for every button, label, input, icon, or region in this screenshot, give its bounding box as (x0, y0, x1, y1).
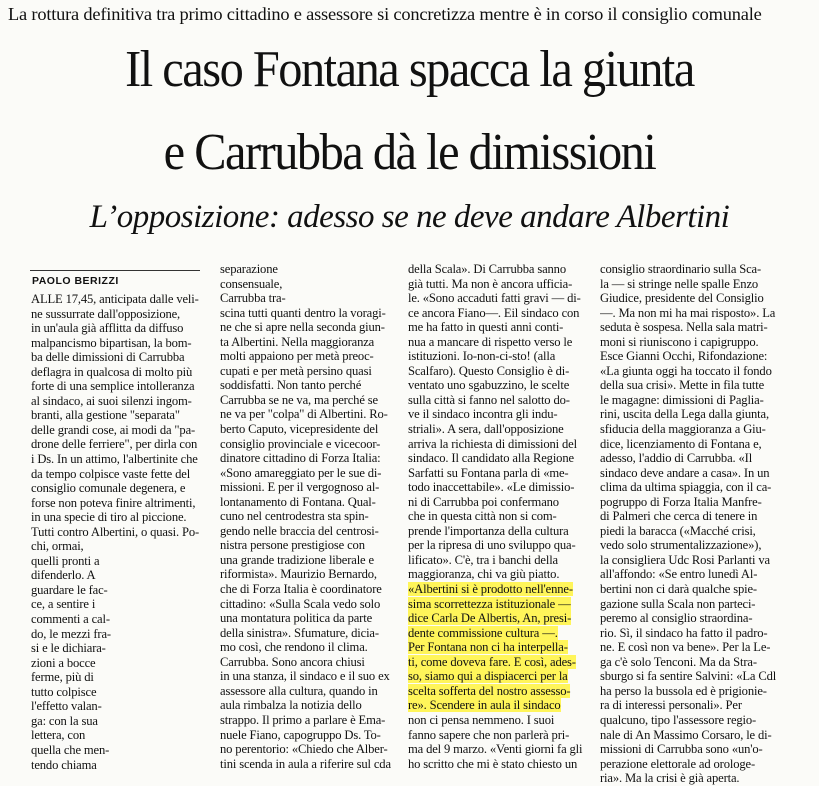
article-line: nuele Fiano, capogruppo Ds. To- (220, 727, 381, 742)
article-line: peremo al consiglio straordina- (600, 611, 753, 626)
article-line: soddisfatti. Non tanto perché (220, 378, 362, 393)
article-line: all'affondo: «Se entro lunedì Al- (600, 567, 758, 582)
article-line: Carrubba. Sono ancora chiusi (220, 654, 365, 669)
article-line: sima scorrettezza istituzionale — (408, 596, 571, 611)
article-line: «Sono amareggiato per le sue di- (220, 465, 382, 480)
article-line: di Palmeri che cerca di tenere in (600, 509, 758, 524)
article-line: i Ds. In un attimo, l'albertinite che (31, 452, 198, 467)
article-line: sindaco. Il candidato alla Regione (408, 451, 574, 466)
article-line: perazione elettorale ad orologe- (600, 756, 755, 771)
article-line: prende l'importanza della cultura (408, 523, 569, 538)
article-line: cuno nel centrodestra sta spin- (220, 509, 369, 524)
byline-rule (30, 270, 200, 271)
article-line: quella che men- (31, 742, 110, 757)
article-line: dice Carla De Albertis, An, presi- (408, 611, 572, 626)
article-line: consensuale, (220, 276, 283, 291)
article-line: branti, alla gestione "separata" (31, 408, 180, 423)
article-line: in una stanza, il sindaco e il suo ex (220, 669, 390, 684)
article-line: Giudice, presidente del Consiglio (600, 291, 764, 306)
article-line: qualcuno, tipo l'assessore regio- (600, 712, 757, 727)
article-line: adesso, l'addio di Carrubba. «Il (600, 451, 753, 466)
article-line: berto Caputo, vicepresidente del (220, 422, 379, 437)
article-line: moni si riuniscono i capigruppo. (600, 334, 759, 349)
article-line: drone delle ferriere", per dirla con (31, 437, 198, 452)
article-line: ria». Ma la crisi è già aperta. (600, 771, 740, 786)
article-line: forte di una semplice intolleranza (31, 379, 195, 394)
article-line: difenderlo. A (31, 568, 96, 583)
article-line: mo così, che rendono il clima. (220, 640, 368, 655)
article-line: ha perso la bussola ed è prigionie- (600, 683, 767, 698)
article-line: zioni a bocce (31, 655, 96, 670)
article-line: Carrubba se ne va, ma perché se (220, 392, 378, 407)
article-line: ne va per "colpa" di Albertini. Ro- (220, 407, 388, 422)
article-line: piedi la baracca («Macché crisi, (600, 523, 756, 538)
article-line: sfiducia della maggioranza a Giu- (600, 422, 766, 437)
article-line: aula rimbalza la notizia dello (220, 698, 362, 713)
article-line: una montatura politica da parte (220, 611, 373, 626)
article-line: consiglio comunale degenera, e (31, 481, 186, 496)
article-line: seduta è sospesa. Nella sala matri- (600, 320, 768, 335)
article-line: ve il sindaco incontra gli indu- (408, 407, 558, 422)
article-line: ne. E così non va bene». Per la Le- (600, 640, 771, 655)
article-line: lificato». C'è, tra i banchi della (408, 552, 558, 567)
article-line: assessore alla cultura, quando in (220, 683, 378, 698)
article-line: le. «Sono accaduti fatti gravi — di- (408, 291, 581, 306)
article-line: striali». A sera, dall'opposizione (408, 422, 564, 437)
article-line: la — si stringe nelle spalle Enzo (600, 276, 759, 291)
article-line: della sinistra». Sfumature, dicia- (220, 625, 379, 640)
article-line: rio. Sì, il sindaco ha fatto il padro- (600, 625, 768, 640)
article-line: istituzioni. Io-non-ci-sto! (alla (408, 349, 556, 364)
article-line: do, le mezzi fra- (31, 626, 111, 641)
article-line: ma del 9 marzo. «Venti giorni fa gli (408, 742, 583, 757)
article-line: già tutti. Ma non è ancora ufficia- (408, 276, 573, 291)
article-line: dice, licenziamento di Fontana e, (600, 436, 762, 451)
article-line: una grande tradizione liberale e (220, 552, 374, 567)
article-line: sulla città si fanno nel salotto do- (408, 392, 570, 407)
article-line: bertini non ci darà qualche spie- (600, 582, 757, 597)
article-line: tini scenda in aula a riferire sul cda (220, 756, 391, 771)
subheadline: L’opposizione: adesso se ne deve andare Albertini (89, 199, 730, 235)
article-line: ba delle dimissioni di Carrubba (31, 350, 185, 365)
article-line: in una specie di tiro al piccione. (31, 510, 187, 525)
headline-line-2: e Carrubba dà le dimissioni (163, 124, 656, 181)
article-line: ni di Carrubba poi confermano (408, 494, 559, 509)
article-line: cittadino: «Sulla Scala vedo solo (220, 596, 381, 611)
article-line: «La giunta oggi ha toccato il fondo (600, 363, 772, 378)
article-line: vedo solo strumentalizzazione»), (600, 538, 762, 553)
article-line: separazione (220, 262, 278, 276)
article-line: gendo nelle braccia del centrosi- (220, 523, 379, 538)
article-line: forse non poteva finire altrimenti, (31, 495, 196, 510)
article-line: «Albertini si è prodotto nell'enne- (408, 582, 573, 597)
article-line: consiglio straordinario sulla Sca- (600, 262, 762, 276)
article-line: ce, a sentire i (31, 597, 96, 612)
article-line: Scalfaro). Questo Consiglio è di- (408, 363, 570, 378)
article-line: la consigliera Udc Rosi Parlanti va (600, 552, 770, 567)
article-line: nua a mancare di rispetto verso le (408, 334, 573, 349)
article-line: ga c'è solo Tenconi. Ma da Stra- (600, 654, 757, 669)
article-line: cupati e per metà persino quasi (220, 363, 372, 378)
headline-line-1: Il caso Fontana spacca la giunta (125, 41, 694, 98)
article-line: maggioranza, chi va giù piatto. (408, 567, 560, 582)
article-line: so, siamo qui a dispiacerci per la (408, 669, 568, 684)
article-line: quelli pronti a (31, 553, 100, 568)
article-line: strappo. Il primo a parlare è Ema- (220, 712, 386, 727)
article-line: sindaco deve andare a casa». In un (600, 465, 770, 480)
article-line: missioni di Carrubba sono «un'o- (600, 742, 763, 757)
article-line: Carrubba tra- (220, 291, 286, 306)
article-line: tendo chiama (31, 757, 97, 772)
article-line: ga: con la sua (31, 713, 98, 728)
article-line: ti, come doveva fare. E così, ades- (408, 654, 576, 669)
article-line: missioni. E per il vergognoso al- (220, 480, 380, 495)
article-line: della sua crisi». Mette in fila tutte (600, 378, 765, 393)
article-line: tutto colpisce (31, 684, 97, 699)
article-line: chi, ormai, (31, 539, 84, 554)
article-line: che in questa città non si com- (408, 509, 557, 524)
article-line: Per Fontana non ci ha interpella- (408, 640, 568, 655)
article-column-3 (408, 262, 586, 771)
article-line: arriva la richiesta di dimissioni del (408, 436, 577, 451)
article-line: al sindaco, ai suoi silenzi ingom- (31, 393, 192, 408)
article-line: rini, uscita della Lega dalla giunta, (600, 407, 769, 422)
article-line: nale di An Massimo Corsaro, le di- (600, 727, 772, 742)
article-line: consiglio provinciale e vicecoor- (220, 436, 381, 451)
article-line: clima da ultima spiaggia, con il ca- (600, 480, 772, 495)
article-column-4 (600, 262, 778, 786)
article-line: ne che si apre nella seconda giun- (220, 320, 385, 335)
article-line: ALLE 17,45, anticipata dalle veli- (31, 292, 199, 306)
article-line: ra di interessi personali». Per (600, 698, 742, 713)
article-line: scelta sofferta del nostro assesso- (408, 683, 571, 698)
article-line: Tutti contro Albertini, o quasi. Po- (31, 524, 200, 539)
article-line: non ci pensa nemmeno. I suoi (408, 712, 555, 727)
article-line: Sarfatti su Fontana parla di «me- (408, 465, 569, 480)
article-line: Esce Gianni Occhi, Rifondazione: (600, 349, 768, 364)
article-line: le magagne: dimissioni di Paglia- (600, 392, 764, 407)
article-line: re». Scendere in aula il sindaco (408, 698, 561, 713)
article-line: guardare le fac- (31, 582, 108, 597)
article-line: ventato uno sgabuzzino, le scelte (408, 378, 570, 393)
article-line: commenti a cal- (31, 612, 110, 627)
article-line: ferme, più di (31, 670, 94, 685)
article-line: per la ripresa di uno sviluppo qua- (408, 538, 576, 553)
article-line: pogruppo di Forza Italia Manfre- (600, 494, 762, 509)
article-line: no perentorio: «Chiedo che Alber- (220, 742, 388, 757)
article-line: della Scala». Di Carrubba sanno (408, 262, 566, 276)
article-line: lettera, con (31, 728, 86, 743)
article-line: —. Ma non mi ha mai risposto». La (600, 305, 776, 320)
kicker: La rottura definitiva tra primo cittadino e assessore si concretizza mentre è in corso il consiglio comunale (8, 4, 762, 24)
article-line: ho scritto che mi è stato chiesto un (408, 756, 578, 771)
article-line: deflagra in qualcosa di molto più (31, 364, 193, 379)
article-line: fanno sapere che non parlerà pri- (408, 727, 570, 742)
article-line: todo inaccettabile». «Le dimissio- (408, 480, 575, 495)
article-line: lontanamento di Fontana. Qual- (220, 494, 376, 509)
article-line: che di Forza Italia è coordinatore (220, 582, 382, 597)
article-line: sburgo si fa sentire Salvini: «La Cdl (600, 669, 777, 684)
article-line: ce ancora Fiano—. Eil sindaco con (408, 305, 580, 320)
article-line: ta Albertini. Nella maggioranza (220, 334, 375, 349)
article-line: me ha fatto in questi anni conti- (408, 320, 564, 335)
article-line: dente commissione cultura —. (408, 625, 558, 640)
article-line: dinatore cittadino di Forza Italia: (220, 451, 381, 466)
article-line: scina tutti quanti dentro la voragi- (220, 305, 386, 320)
article-line: nistra persone prestigiose con (220, 538, 365, 553)
byline: PAOLO BERIZZI (32, 275, 119, 287)
article-line: delle grandi cose, ai modi da "pa- (31, 422, 196, 437)
article-line: si e le dichiara- (31, 641, 106, 656)
article-line: gazione sulla Scala non parteci- (600, 596, 756, 611)
article-line: molti appaiono per metà preoc- (220, 349, 374, 364)
article-line: l'effetto valan- (31, 699, 102, 714)
article-line: ne sussurrate dall'opposizione, (31, 306, 181, 321)
article-column-1 (31, 292, 209, 772)
article-line: riformista». Maurizio Bernardo, (220, 567, 377, 582)
article-line: in un'aula già afflitta da diffuso (31, 321, 184, 336)
article-line: malpancismo bipartisan, la bom- (31, 335, 192, 350)
article-line: da tempo colpisce vaste fette del (31, 466, 191, 481)
article-column-2 (220, 262, 394, 771)
